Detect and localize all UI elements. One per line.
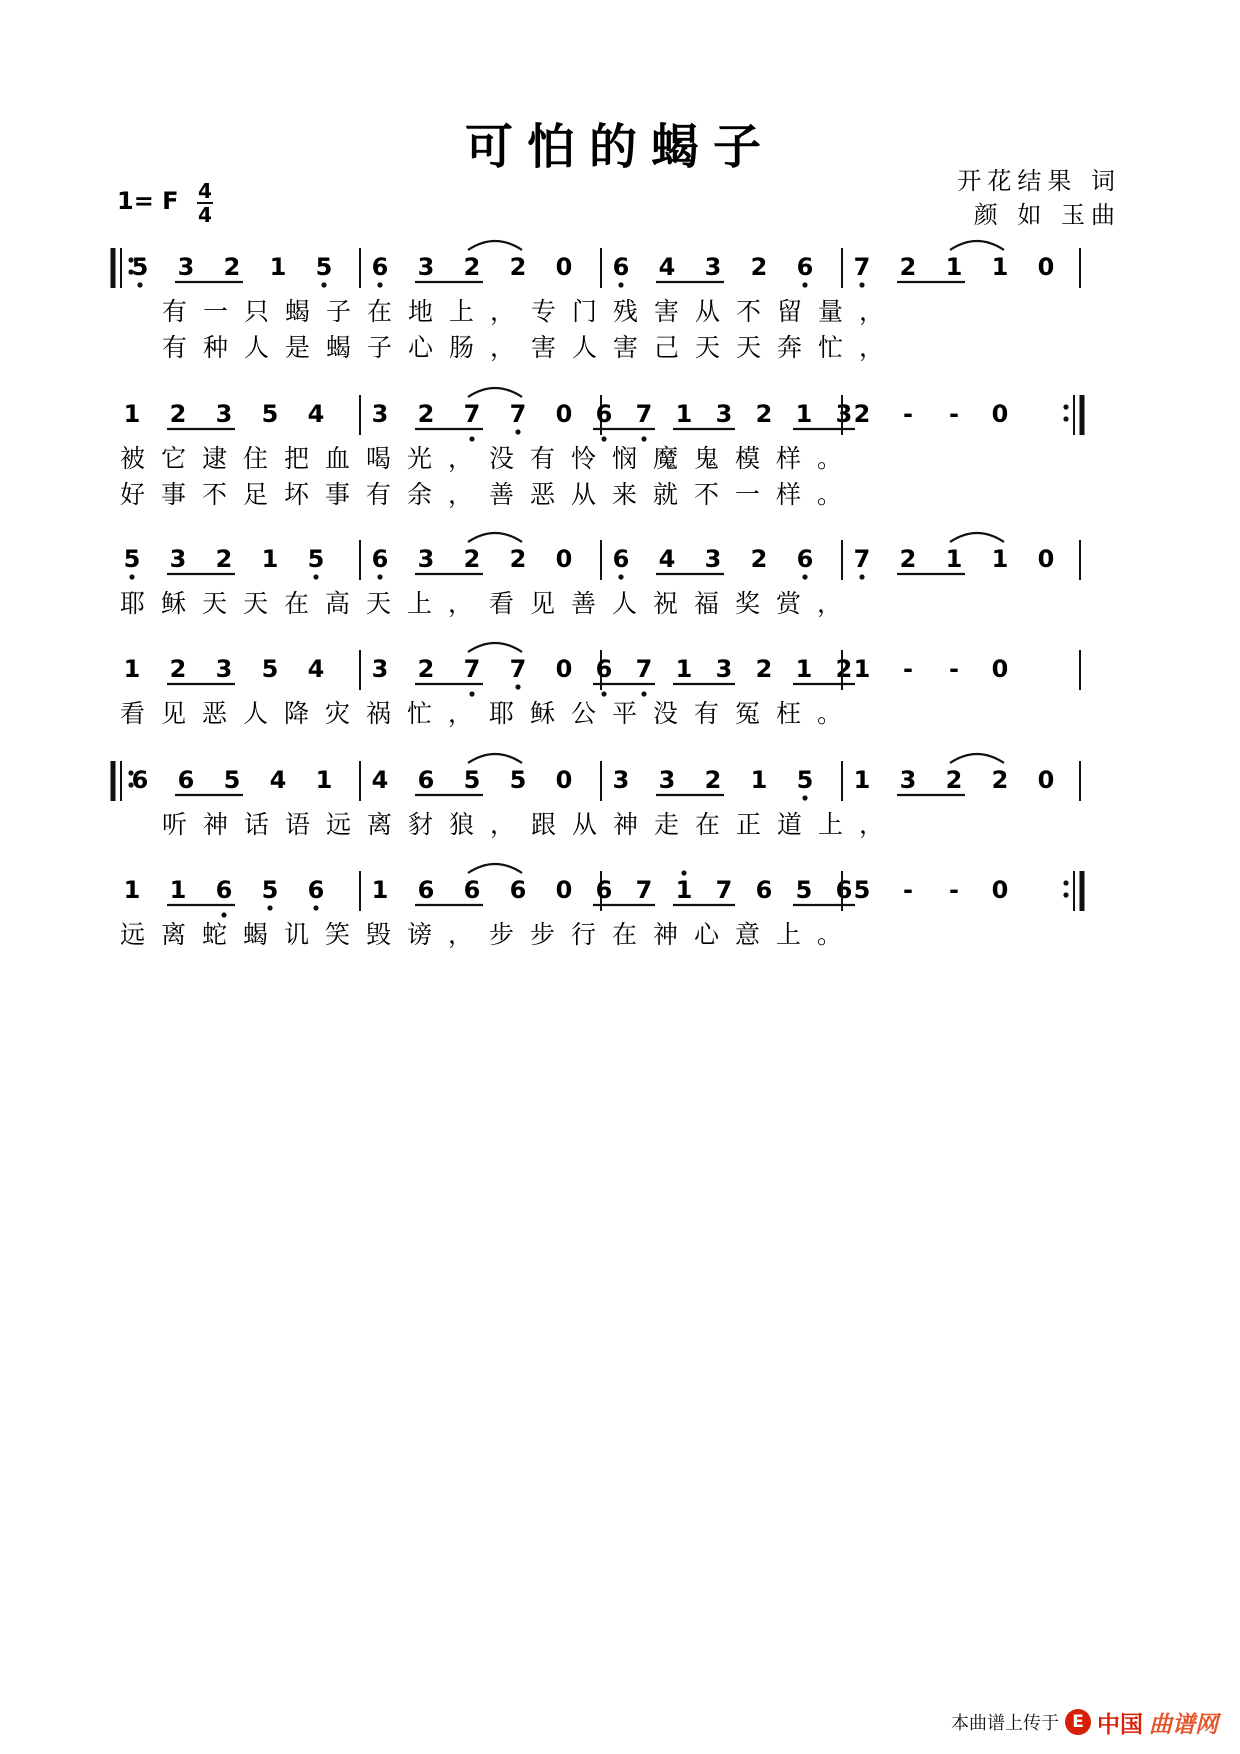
note: 3 [371, 400, 389, 428]
note: 1 [991, 253, 1009, 281]
note: 3 [215, 655, 233, 683]
score-system [120, 388, 1082, 509]
note: 3 [612, 766, 630, 794]
measure [854, 533, 1055, 580]
measure [372, 533, 573, 580]
note: 6 [796, 545, 814, 573]
note: 4 [307, 655, 325, 683]
lyricist-credit: 开花结果 词 [957, 167, 1121, 195]
octave-dot-low [601, 691, 606, 696]
octave-dot-low [137, 282, 142, 287]
note: 6 [131, 766, 149, 794]
note: 5 [509, 766, 527, 794]
lyric-line: 被它逮住把血喝光，没有怜悯魔鬼模样。 [120, 444, 859, 473]
measure [132, 766, 333, 795]
note: 1 [795, 655, 813, 683]
measure [372, 643, 573, 697]
octave-dot-low [641, 691, 646, 696]
note: 7 [463, 400, 481, 428]
measure [854, 400, 1009, 428]
note: 2 [509, 545, 527, 573]
note: 3 [899, 766, 917, 794]
note: 2 [463, 545, 481, 573]
note: 1 [371, 876, 389, 904]
note: 1 [750, 766, 768, 794]
note: 4 [658, 253, 676, 281]
score-systems [113, 241, 1082, 949]
octave-dot-low [321, 282, 326, 287]
composer-credit: 颜 如 玉曲 [973, 201, 1121, 229]
note: 7 [509, 400, 527, 428]
measure [124, 655, 325, 684]
measure [372, 241, 573, 288]
octave-dot-low [802, 795, 807, 800]
key-signature: 1= F [117, 187, 179, 215]
note: 2 [755, 400, 773, 428]
rest-note: 0 [1037, 253, 1055, 281]
lyric-line: 有一只蝎子在地上，专门残害从不留量， [162, 297, 901, 326]
octave-dot-low [618, 282, 623, 287]
note: 2 [169, 655, 187, 683]
note: 6 [835, 876, 853, 904]
song-title: 可怕的蝎子 [464, 119, 776, 175]
note: 3 [715, 655, 733, 683]
measure [132, 253, 333, 288]
octave-dot-low [377, 574, 382, 579]
note: 3 [704, 253, 722, 281]
measure [124, 400, 325, 429]
tie-arc [468, 864, 522, 873]
note: 6 [371, 253, 389, 281]
note: 6 [595, 655, 613, 683]
note: 1 [315, 766, 333, 794]
note: 2 [853, 400, 871, 428]
octave-dot-low [802, 282, 807, 287]
note: 6 [509, 876, 527, 904]
note: 7 [635, 655, 653, 683]
octave-dot-low [267, 905, 272, 910]
note: 7 [715, 876, 733, 904]
octave-dot-high [681, 870, 686, 875]
note: 3 [169, 545, 187, 573]
note: 1 [853, 766, 871, 794]
octave-dot-low [469, 691, 474, 696]
note: 3 [371, 655, 389, 683]
note: 1 [991, 545, 1009, 573]
note: 4 [269, 766, 287, 794]
rest-note: 0 [991, 876, 1009, 904]
dash-note: - [949, 400, 959, 428]
note: 5 [223, 766, 241, 794]
note: 3 [704, 545, 722, 573]
note: 1 [123, 655, 141, 683]
measure [593, 400, 855, 442]
tie-arc [950, 241, 1004, 250]
measure [613, 253, 814, 288]
note: 2 [463, 253, 481, 281]
repeat-dot [1063, 880, 1068, 885]
note: 5 [261, 400, 279, 428]
note: 3 [658, 766, 676, 794]
note: 6 [417, 876, 435, 904]
dash-note: - [903, 655, 913, 683]
note: 3 [177, 253, 195, 281]
note: 6 [595, 400, 613, 428]
rest-note: 0 [555, 545, 573, 573]
note: 2 [835, 655, 853, 683]
note: 2 [417, 400, 435, 428]
note: 5 [123, 545, 141, 573]
note: 4 [371, 766, 389, 794]
rest-note: 0 [991, 655, 1009, 683]
note: 1 [853, 655, 871, 683]
tie-arc [468, 388, 522, 397]
note: 7 [635, 876, 653, 904]
score-system [120, 533, 1080, 618]
measure [372, 864, 573, 905]
measure [854, 754, 1055, 795]
site-footer [951, 1704, 1218, 1740]
time-signature-denominator: 4 [198, 203, 212, 227]
note: 5 [131, 253, 149, 281]
octave-dot-low [221, 912, 226, 917]
note: 2 [169, 400, 187, 428]
brand-sub: 曲谱网 [1149, 1711, 1218, 1738]
octave-dot-low [469, 436, 474, 441]
repeat-dot [1063, 404, 1068, 409]
lyric-line: 好事不足坏事有余，善恶从来就不一样。 [120, 480, 859, 509]
note: 6 [177, 766, 195, 794]
note: 2 [899, 545, 917, 573]
note: 7 [853, 253, 871, 281]
note: 3 [835, 400, 853, 428]
upload-text: 本曲谱上传于 [951, 1713, 1059, 1734]
note: 6 [612, 253, 630, 281]
octave-dot-low [515, 684, 520, 689]
note: 6 [215, 876, 233, 904]
score-system [113, 241, 1080, 362]
note: 5 [795, 876, 813, 904]
tie-arc [468, 754, 522, 763]
note: 6 [463, 876, 481, 904]
note: 2 [750, 545, 768, 573]
rest-note: 0 [991, 400, 1009, 428]
note: 1 [675, 400, 693, 428]
note: 2 [899, 253, 917, 281]
note: 1 [123, 876, 141, 904]
note: 4 [658, 545, 676, 573]
note: 2 [704, 766, 722, 794]
note: 1 [675, 655, 693, 683]
rest-note: 0 [555, 876, 573, 904]
note: 5 [315, 253, 333, 281]
octave-dot-low [859, 574, 864, 579]
note: 6 [307, 876, 325, 904]
tie-arc [468, 643, 522, 652]
note: 7 [463, 655, 481, 683]
repeat-dot [1063, 892, 1068, 897]
note: 5 [463, 766, 481, 794]
score-system [113, 754, 1080, 839]
note: 2 [509, 253, 527, 281]
note: 1 [261, 545, 279, 573]
tie-arc [950, 533, 1004, 542]
note: 6 [755, 876, 773, 904]
rest-note: 0 [1037, 545, 1055, 573]
dash-note: - [903, 876, 913, 904]
dash-note: - [903, 400, 913, 428]
note: 5 [307, 545, 325, 573]
note: 1 [795, 400, 813, 428]
octave-dot-low [377, 282, 382, 287]
lyric-line: 有种人是蝎子心肠，害人害己天天奔忙， [162, 333, 901, 362]
note: 6 [796, 253, 814, 281]
note: 2 [215, 545, 233, 573]
octave-dot-low [313, 905, 318, 910]
rest-note: 0 [555, 253, 573, 281]
measure [854, 241, 1055, 288]
note: 4 [307, 400, 325, 428]
note: 5 [796, 766, 814, 794]
note: 6 [612, 545, 630, 573]
octave-dot-low [129, 574, 134, 579]
note: 5 [261, 876, 279, 904]
note: 5 [853, 876, 871, 904]
tie-arc [950, 754, 1004, 763]
time-signature-numerator: 4 [198, 179, 212, 203]
note: 5 [261, 655, 279, 683]
note: 1 [675, 876, 693, 904]
note: 1 [945, 253, 963, 281]
tie-arc [468, 533, 522, 542]
note: 6 [595, 876, 613, 904]
octave-dot-low [802, 574, 807, 579]
octave-dot-low [313, 574, 318, 579]
dash-note: - [949, 876, 959, 904]
note: 6 [417, 766, 435, 794]
measure [593, 655, 855, 697]
measure [372, 754, 573, 795]
dash-note: - [949, 655, 959, 683]
rest-note: 0 [555, 766, 573, 794]
note: 2 [991, 766, 1009, 794]
lyric-line: 远离蛇蝎讥笑毁谤，步步行在神心意上。 [120, 920, 859, 949]
rest-note: 0 [555, 400, 573, 428]
octave-dot-low [641, 436, 646, 441]
note: 3 [215, 400, 233, 428]
measure [124, 876, 325, 918]
octave-dot-low [515, 429, 520, 434]
note: 2 [755, 655, 773, 683]
note: 3 [417, 545, 435, 573]
note: 6 [371, 545, 389, 573]
note: 7 [635, 400, 653, 428]
measure [124, 545, 325, 580]
octave-dot-low [859, 282, 864, 287]
lyric-line: 耶稣天天在高天上，看见善人祝福奖赏， [120, 589, 859, 618]
repeat-dot [1063, 416, 1068, 421]
note: 2 [417, 655, 435, 683]
note: 1 [123, 400, 141, 428]
measure [613, 766, 814, 801]
octave-dot-low [618, 574, 623, 579]
tie-arc [468, 241, 522, 250]
lyric-line: 看见恶人降灾祸忙，耶稣公平没有冤枉。 [120, 699, 859, 728]
measure [854, 655, 1009, 683]
note: 1 [945, 545, 963, 573]
score-system [120, 864, 1082, 949]
note: 2 [750, 253, 768, 281]
measure [854, 876, 1009, 904]
measure [593, 870, 855, 905]
note: 2 [945, 766, 963, 794]
lyric-line: 听神话语远离豺狼，跟从神走在正道上， [162, 810, 901, 839]
measure [372, 388, 573, 442]
note: 1 [169, 876, 187, 904]
note: 7 [853, 545, 871, 573]
brand-main: 中国 [1097, 1711, 1143, 1738]
note: 1 [269, 253, 287, 281]
note: 2 [223, 253, 241, 281]
score-system [120, 643, 1080, 728]
site-logo-icon: E [1065, 1709, 1091, 1735]
measure [613, 545, 814, 580]
note: 7 [509, 655, 527, 683]
rest-note: 0 [555, 655, 573, 683]
note: 3 [715, 400, 733, 428]
octave-dot-low [601, 436, 606, 441]
note: 3 [417, 253, 435, 281]
rest-note: 0 [1037, 766, 1055, 794]
